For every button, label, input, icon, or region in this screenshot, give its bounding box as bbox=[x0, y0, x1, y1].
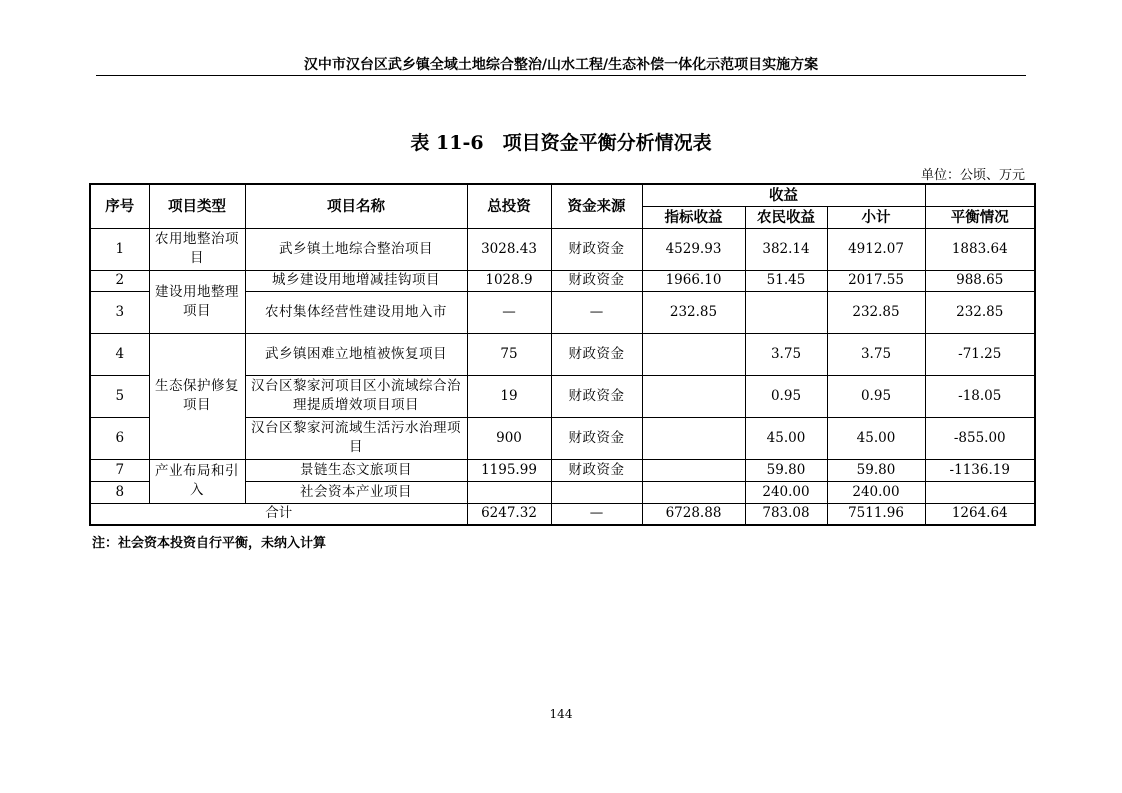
header-divider bbox=[96, 75, 1026, 76]
cell-subtotal: 2017.55 bbox=[827, 270, 925, 291]
cell-type: 产业布局和引入 bbox=[149, 459, 245, 503]
funding-balance-table bbox=[89, 183, 1036, 526]
cell-seq: 6 bbox=[90, 417, 149, 459]
cell-source: 财政资金 bbox=[551, 333, 642, 375]
cell-farmer-income: 382.14 bbox=[745, 228, 827, 270]
page-number: 144 bbox=[549, 707, 573, 721]
cell-farmer-income bbox=[745, 291, 827, 333]
table-row bbox=[90, 333, 1035, 375]
cell-balance: -71.25 bbox=[925, 333, 1035, 375]
cell-investment: 900 bbox=[467, 417, 551, 459]
header-row-1 bbox=[90, 184, 1035, 206]
cell-investment: 3028.43 bbox=[467, 228, 551, 270]
table-row bbox=[90, 270, 1035, 291]
unit-note: 单位：公顷、万元 bbox=[920, 168, 1025, 183]
table-row bbox=[90, 459, 1035, 481]
cell-name: 武乡镇土地综合整治项目 bbox=[245, 228, 467, 270]
cell-subtotal: 59.80 bbox=[827, 459, 925, 481]
cell-farmer-income: 0.95 bbox=[745, 375, 827, 417]
cell-index-income: 1966.10 bbox=[642, 270, 745, 291]
cell-index-income bbox=[642, 459, 745, 481]
table-footnote: 注：社会资本投资自行平衡，未纳入计算 bbox=[92, 536, 327, 551]
cell-farmer-income: 3.75 bbox=[745, 333, 827, 375]
running-header: 汉中市汉台区武乡镇全域土地综合整治/山水工程/生态补偿一体化示范项目实施方案 bbox=[303, 57, 819, 73]
col-header-source: 资金来源 bbox=[551, 184, 642, 228]
cell-type: 农用地整治项目 bbox=[149, 228, 245, 270]
col-header-type: 项目类型 bbox=[149, 184, 245, 228]
cell-balance: 1883.64 bbox=[925, 228, 1035, 270]
col-header-subtotal: 小计 bbox=[827, 206, 925, 228]
cell-farmer-income: 59.80 bbox=[745, 459, 827, 481]
cell-investment: 1028.9 bbox=[467, 270, 551, 291]
cell-index-income bbox=[642, 481, 745, 503]
col-header-blank bbox=[925, 184, 1035, 206]
cell-index-income: 4529.93 bbox=[642, 228, 745, 270]
table-row bbox=[90, 228, 1035, 270]
cell-subtotal: 0.95 bbox=[827, 375, 925, 417]
cell-investment: 75 bbox=[467, 333, 551, 375]
cell-investment: 19 bbox=[467, 375, 551, 417]
cell-seq: 5 bbox=[90, 375, 149, 417]
cell-source bbox=[551, 481, 642, 503]
cell-balance: -18.05 bbox=[925, 375, 1035, 417]
cell-seq: 8 bbox=[90, 481, 149, 503]
cell-name: 农村集体经营性建设用地入市 bbox=[245, 291, 467, 333]
cell-balance bbox=[925, 481, 1035, 503]
cell-investment: 1195.99 bbox=[467, 459, 551, 481]
cell-balance: 988.65 bbox=[925, 270, 1035, 291]
cell-index-income: 232.85 bbox=[642, 291, 745, 333]
cell-name: 社会资本产业项目 bbox=[245, 481, 467, 503]
cell-source: 财政资金 bbox=[551, 375, 642, 417]
cell-source: 财政资金 bbox=[551, 417, 642, 459]
cell-total-farmer-income: 783.08 bbox=[745, 503, 827, 525]
cell-total-balance: 1264.64 bbox=[925, 503, 1035, 525]
cell-seq: 3 bbox=[90, 291, 149, 333]
cell-seq: 2 bbox=[90, 270, 149, 291]
cell-name: 城乡建设用地增减挂钩项目 bbox=[245, 270, 467, 291]
cell-name: 武乡镇困难立地植被恢复项目 bbox=[245, 333, 467, 375]
cell-balance: -855.00 bbox=[925, 417, 1035, 459]
cell-balance: -1136.19 bbox=[925, 459, 1035, 481]
cell-total-index-income: 6728.88 bbox=[642, 503, 745, 525]
cell-subtotal: 3.75 bbox=[827, 333, 925, 375]
cell-source: 财政资金 bbox=[551, 459, 642, 481]
cell-type: 生态保护修复项目 bbox=[149, 333, 245, 459]
cell-total-investment: 6247.32 bbox=[467, 503, 551, 525]
cell-seq: 1 bbox=[90, 228, 149, 270]
cell-subtotal: 45.00 bbox=[827, 417, 925, 459]
cell-total-source: — bbox=[551, 503, 642, 525]
cell-balance: 232.85 bbox=[925, 291, 1035, 333]
cell-total-subtotal: 7511.96 bbox=[827, 503, 925, 525]
col-header-balance: 平衡情况 bbox=[925, 206, 1035, 228]
cell-source: — bbox=[551, 291, 642, 333]
cell-seq: 7 bbox=[90, 459, 149, 481]
cell-farmer-income: 240.00 bbox=[745, 481, 827, 503]
cell-seq: 4 bbox=[90, 333, 149, 375]
cell-index-income bbox=[642, 333, 745, 375]
cell-farmer-income: 45.00 bbox=[745, 417, 827, 459]
cell-farmer-income: 51.45 bbox=[745, 270, 827, 291]
col-header-investment: 总投资 bbox=[467, 184, 551, 228]
cell-subtotal: 232.85 bbox=[827, 291, 925, 333]
cell-index-income bbox=[642, 417, 745, 459]
col-header-name: 项目名称 bbox=[245, 184, 467, 228]
cell-total-label: 合计 bbox=[90, 503, 467, 525]
cell-subtotal: 4912.07 bbox=[827, 228, 925, 270]
cell-name: 汉台区黎家河流域生活污水治理项目 bbox=[245, 417, 467, 459]
cell-subtotal: 240.00 bbox=[827, 481, 925, 503]
cell-investment: — bbox=[467, 291, 551, 333]
table-title: 表 11-6 项目资金平衡分析情况表 bbox=[410, 132, 712, 154]
col-header-income: 收益 bbox=[642, 184, 925, 206]
cell-name: 汉台区黎家河项目区小流域综合治理提质增效项目项目 bbox=[245, 375, 467, 417]
cell-index-income bbox=[642, 375, 745, 417]
cell-source: 财政资金 bbox=[551, 228, 642, 270]
total-row bbox=[90, 503, 1035, 525]
cell-investment bbox=[467, 481, 551, 503]
col-header-seq: 序号 bbox=[90, 184, 149, 228]
col-header-farmer-income: 农民收益 bbox=[745, 206, 827, 228]
cell-type: 建设用地整理项目 bbox=[149, 270, 245, 333]
cell-source: 财政资金 bbox=[551, 270, 642, 291]
cell-name: 景链生态文旅项目 bbox=[245, 459, 467, 481]
col-header-index-income: 指标收益 bbox=[642, 206, 745, 228]
